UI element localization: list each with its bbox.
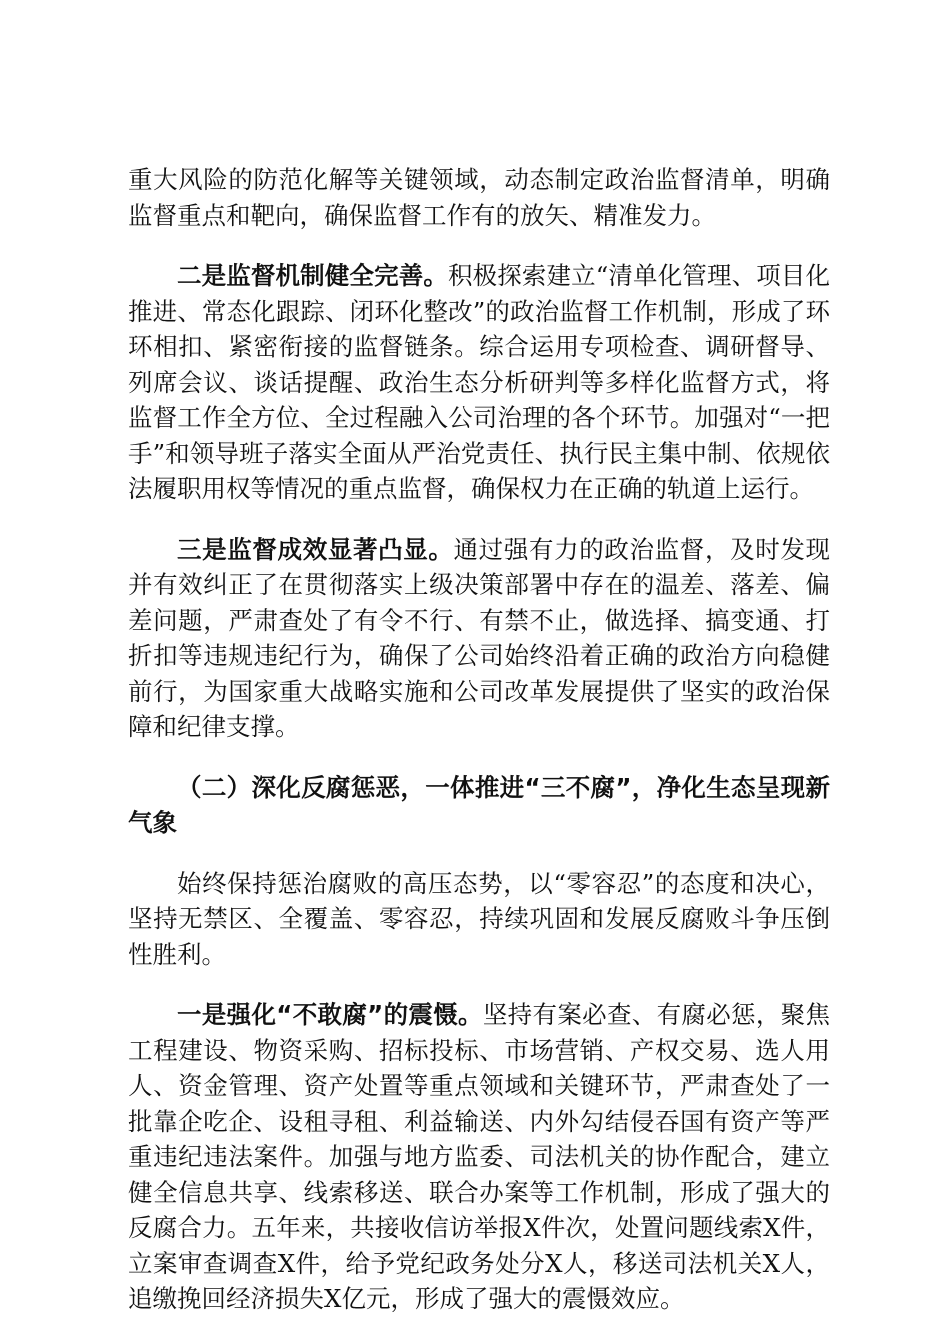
document-body — [128, 162, 830, 1342]
paragraph-lead: 三是监督成效显著凸显。 — [177, 534, 454, 564]
paragraph-text: 积极探索建立“清单化管理、项目化推进、常态化跟踪、闭环化整改”的政治监督工作机制，形成了环环相扣、紧密衔接的监督链条。综合运用专项检查、调研督导、列席会议、谈话提醒、政治生态分析研判等多样化监督方式，将监督工作全方位、全过程融入公司治理的各个环节。加强对“一把手”和领导班子落实全面从严治党责任、执行民主集中制、依规依法履职用权等情况的重点监督，确保权力在正确的轨道上运行。 — [128, 261, 830, 503]
paragraph-text: 坚持有案必查、有腐必惩，聚焦工程建设、物资采购、招标投标、市场营销、产权交易、选人用人、资金管理、资产处置等重点领域和关键环节，严肃查处了一批靠企吃企、设租寻租、利益输送、内外勾结侵吞国有资产等严重违纪违法案件。加强与地方监委、司法机关的协作配合，建立健全信息共享、线索移送、联合办案等工作机制，形成了强大的反腐合力。五年来，共接收信访举报X件次，处置问题线索X件，立案审查调查X件，给予党纪政务处分X人，移送司法机关X人，追缴挽回经济损失X亿元，形成了强大的震慑效应。 — [128, 1000, 831, 1313]
paragraph-intro — [128, 866, 830, 973]
paragraph-deterrence — [128, 997, 830, 1317]
paragraph-lead: 一是强化“不敢腐”的震慑。 — [177, 1000, 483, 1029]
section-heading-text: （二）深化反腐惩恶，一体推进“三不腐”，净化生态呈现新气象 — [128, 772, 830, 837]
paragraph-lead: 二是监督机制健全完善。 — [177, 261, 448, 290]
paragraph-text: 始终保持惩治腐败的高压态势，以“零容忍”的态度和决心，坚持无禁区、全覆盖、零容忍，持续巩固和发展反腐败斗争压倒性胜利。 — [128, 868, 830, 969]
paragraph-text: 通过强有力的政治监督，及时发现并有效纠正了在贯彻落实上级决策部署中存在的温差、落差、偏差问题，严肃查处了有令不行、有禁不止，做选择、搞变通、打折扣等违规违纪行为，确保了公司始终沿着正确的政治方向稳健前行，为国家重大战略实施和公司改革发展提供了坚实的政治保障和纪律支撑。 — [128, 534, 831, 741]
paragraph-effect — [128, 532, 830, 745]
section-heading — [128, 770, 830, 841]
paragraph-text: 重大风险的防范化解等关键领域，动态制定政治监督清单，明确监督重点和靶向，确保监督工作有的放矢、精准发力。 — [128, 165, 830, 230]
paragraph-mechanism — [128, 258, 830, 507]
paragraph-continuation — [128, 162, 830, 233]
